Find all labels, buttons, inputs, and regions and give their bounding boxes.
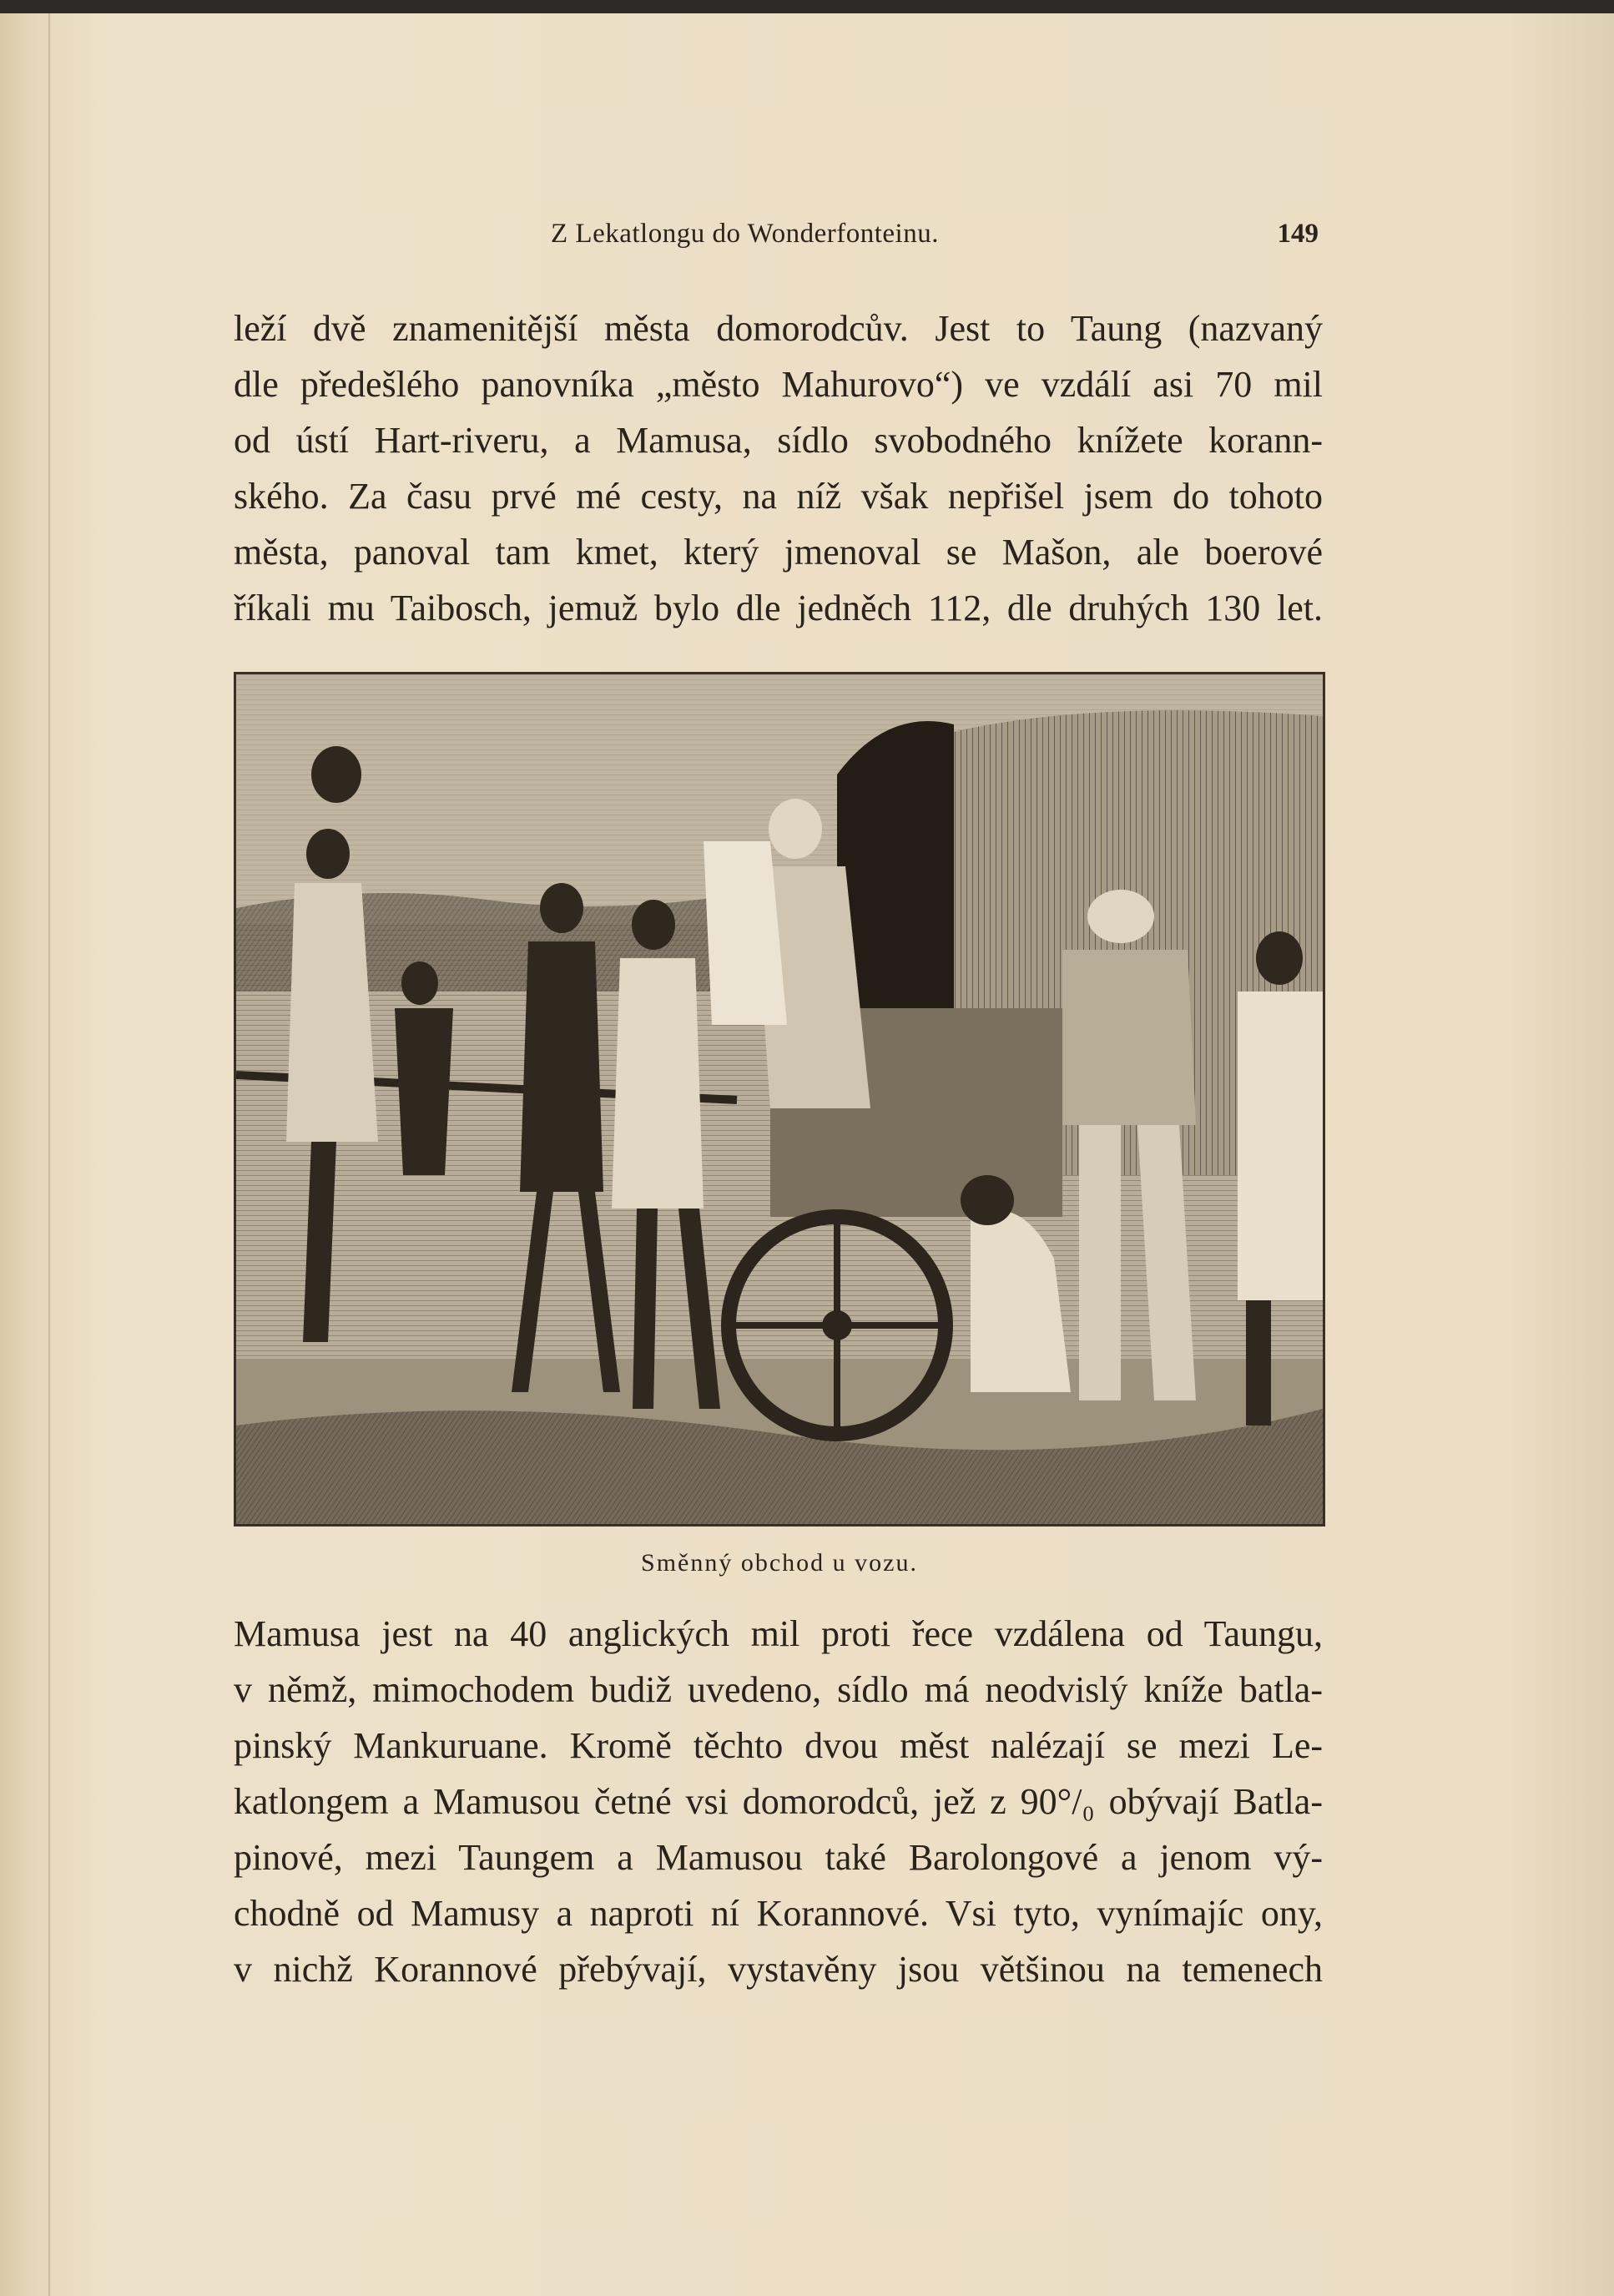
text-line: pinský Mankuruane. Kromě těchto dvou měst nalézají se mezi Le- bbox=[234, 1725, 1323, 1766]
text-line: v nichž Korannové přebývají, vystavěny jsou většinou na temenech bbox=[234, 1949, 1323, 1990]
text-line: v němž, mimochodem budiž uvedeno, sídlo má neodvislý kníže batla- bbox=[234, 1669, 1323, 1710]
running-head-title: Z Lekatlongu do Wonderfonteinu. bbox=[551, 219, 939, 249]
paragraph-2 bbox=[234, 1606, 1323, 1997]
text-line: pinové, mezi Taungem a Mamusou také Barolongové a jenom vý- bbox=[234, 1837, 1323, 1878]
text-line: od ústí Hart-riveru, a Mamusa, sídlo svobodného knížete korann- bbox=[234, 420, 1323, 461]
text-line: říkali mu Taibosch, jemuž bylo dle jedněch 112, dle druhých 130 let. bbox=[234, 588, 1323, 628]
text-line: katlongem a Mamusou četné vsi domorodců, jež z 90°/₀ obývají Batla- bbox=[234, 1781, 1323, 1822]
scan-top-edge bbox=[0, 0, 1614, 13]
engraving-trade-at-wagon bbox=[236, 674, 1323, 1524]
running-head bbox=[234, 219, 1319, 259]
text-line: Mamusa jest na 40 anglických mil proti řece vzdálena od Taungu, bbox=[234, 1613, 1323, 1654]
text-line: leží dvě znamenitější města domorodcův. Jest to Taung (nazvaný bbox=[234, 308, 1323, 349]
figure-caption: Směnný obchod u vozu. bbox=[641, 1549, 918, 1577]
book-gutter bbox=[48, 13, 50, 2296]
text-line: dle předešlého panovníka „město Mahurovo“) ve vzdálí asi 70 mil bbox=[234, 364, 1323, 405]
text-line: ského. Za času prvé mé cesty, na níž však nepřišel jsem do tohoto bbox=[234, 476, 1323, 517]
engraving-illustration bbox=[234, 672, 1325, 1526]
text-line: města, panoval tam kmet, který jmenoval se Mašon, ale boerové bbox=[234, 532, 1323, 573]
text-line: chodně od Mamusy a naproti ní Korannové. Vsi tyto, vynímajíc ony, bbox=[234, 1893, 1323, 1934]
paragraph-1 bbox=[234, 300, 1323, 636]
page-number: 149 bbox=[1277, 219, 1319, 249]
